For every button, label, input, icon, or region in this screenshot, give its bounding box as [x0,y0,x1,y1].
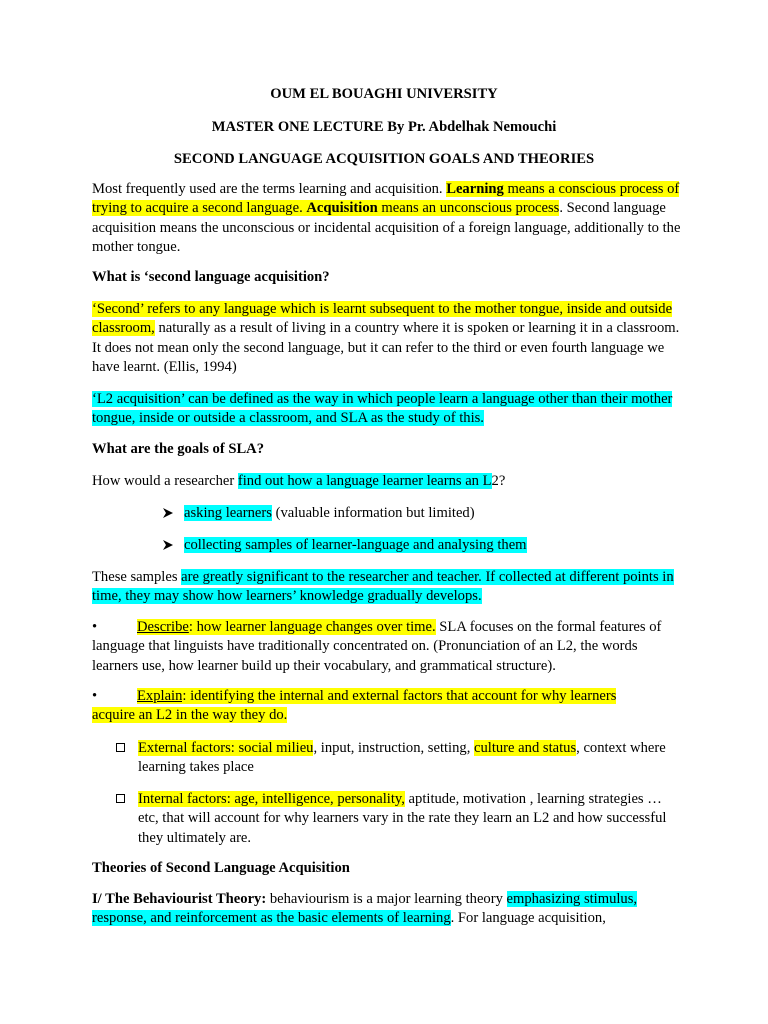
explain-bullet: • Explain: identifying the internal and external factors that account for why learners acquire an L2 in the way they do. [92,688,617,724]
square-bullet-icon [116,794,125,803]
square-bullet-icon [116,743,125,752]
arrow-bullet-icon [162,504,176,525]
l2-definition-paragraph: ‘L2 acquisition’ can be defined as the way in which people learn a language other than their mother tongue, inside or outside a classroom, and SLA as the study of this. [92,391,673,427]
arrow-bullet-icon [162,536,176,557]
intro-paragraph: Most frequently used are the terms learning and acquisition. Learning means a conscious process of trying to acquire a second language. Acquisition means an unconscious process. Second language acquisition means the unconscious or incidental acquisition of a foreign language, additionally to the mother tongue. [92,181,681,256]
document-title: SECOND LANGUAGE ACQUISITION GOALS AND THEORIES [173,151,595,167]
research-question: How would a researcher find out how a language learner learns an L2? [92,473,506,489]
behaviourist-paragraph: I/ The Behaviourist Theory: behaviourism is a major learning theory emphasizing stimulus, response, and reinforcement as the basic elements of learning. For language acquisition, [92,891,638,927]
section-heading-goals: What are the goals of SLA? [92,441,265,457]
samples-paragraph: These samples are greatly significant to the researcher and teacher. If collected at different points in time, they may show how learners’ knowledge gradually develops. [92,569,674,605]
section-heading-what-is-sla: What is ‘second language acquisition? [92,269,330,285]
document-page: OUM EL BOUAGHI UNIVERSITY MASTER ONE LECTURE By Pr. Abdelhak Nemouchi SECOND LANGUAGE ACQUISITION GOALS AND THEORIES Most frequently used are the terms learning and acquisition. Learning means a conscious process of trying to acquire a second language. Acquisition means an unconscious process. Second language acquisition means the unconscious or incidental acquisition of a foreign language, additionally to the mother tongue. What is ‘second language acquisition? ‘Second’ refers to any language which is learnt subsequent to the mother tongue, inside and outside classroom, naturally as a result of living in a country where it is spoken or learning it in a classroom. It does not mean only the second language, but it can refer to the third or even fourth language we have learnt. (Ellis, 1994) ‘L2 acquisition’ can be defined as the way in which people learn a language other than their mother tongue, inside or outside a classroom, and SLA as the study of this. What are the goals of SLA? How would a researcher find out how a language learner learns an L2? asking learners (valuable information but limited) collecting samples of learner-language and analysing them These samples are greatly significant to the researcher and teacher. If collected at different points in time, they may show how learners’ knowledge gradually develops. • Describe: how learner language changes over time. SLA focuses on the formal features of language that linguists have traditionally concentrated on. (Pronunciation of an L2, the words learners use, how learner build up their vocabulary, and grammatical structure). • Explain: identifying the internal and external factors that account for why learners acquire an L2 in the way they do. External factors: social milieu, input, instruction, setting, culture and status, context where learning takes place Internal factors: age, intelligence, personality, aptitude, motivation , learning strategies …etc, that will account for why learners vary in the rate they learn an L2 and how successful they ultimately are. Theories of Second Language Acquisition I/ The Behaviourist Theory: behaviourism is a major learning theory emphasizing stimulus, response, and reinforcement as the basic elements of learning. For language acquisition, [0,0,768,1024]
describe-bullet: • Describe: how learner language changes over time. SLA focuses on the formal features of language that linguists have traditionally concentrated on. (Pronunciation of an L2, the words learners use, how learner build up their vocabulary, and grammatical structure). [92,619,662,674]
second-definition-paragraph: ‘Second’ refers to any language which is learnt subsequent to the mother tongue, inside and outside classroom, naturally as a result of living in a country where it is spoken or learning it in a classroom. It does not mean only the second language, but it can refer to the third or even fourth language we have learnt. (Ellis, 1994) [92,301,680,376]
section-heading-theories: Theories of Second Language Acquisition [92,860,350,876]
lecture-heading: MASTER ONE LECTURE By Pr. Abdelhak Nemouchi [211,119,557,135]
university-heading: OUM EL BOUAGHI UNIVERSITY [270,86,498,102]
bullet-dot: • [92,688,98,704]
bullet-dot: • [92,619,98,635]
